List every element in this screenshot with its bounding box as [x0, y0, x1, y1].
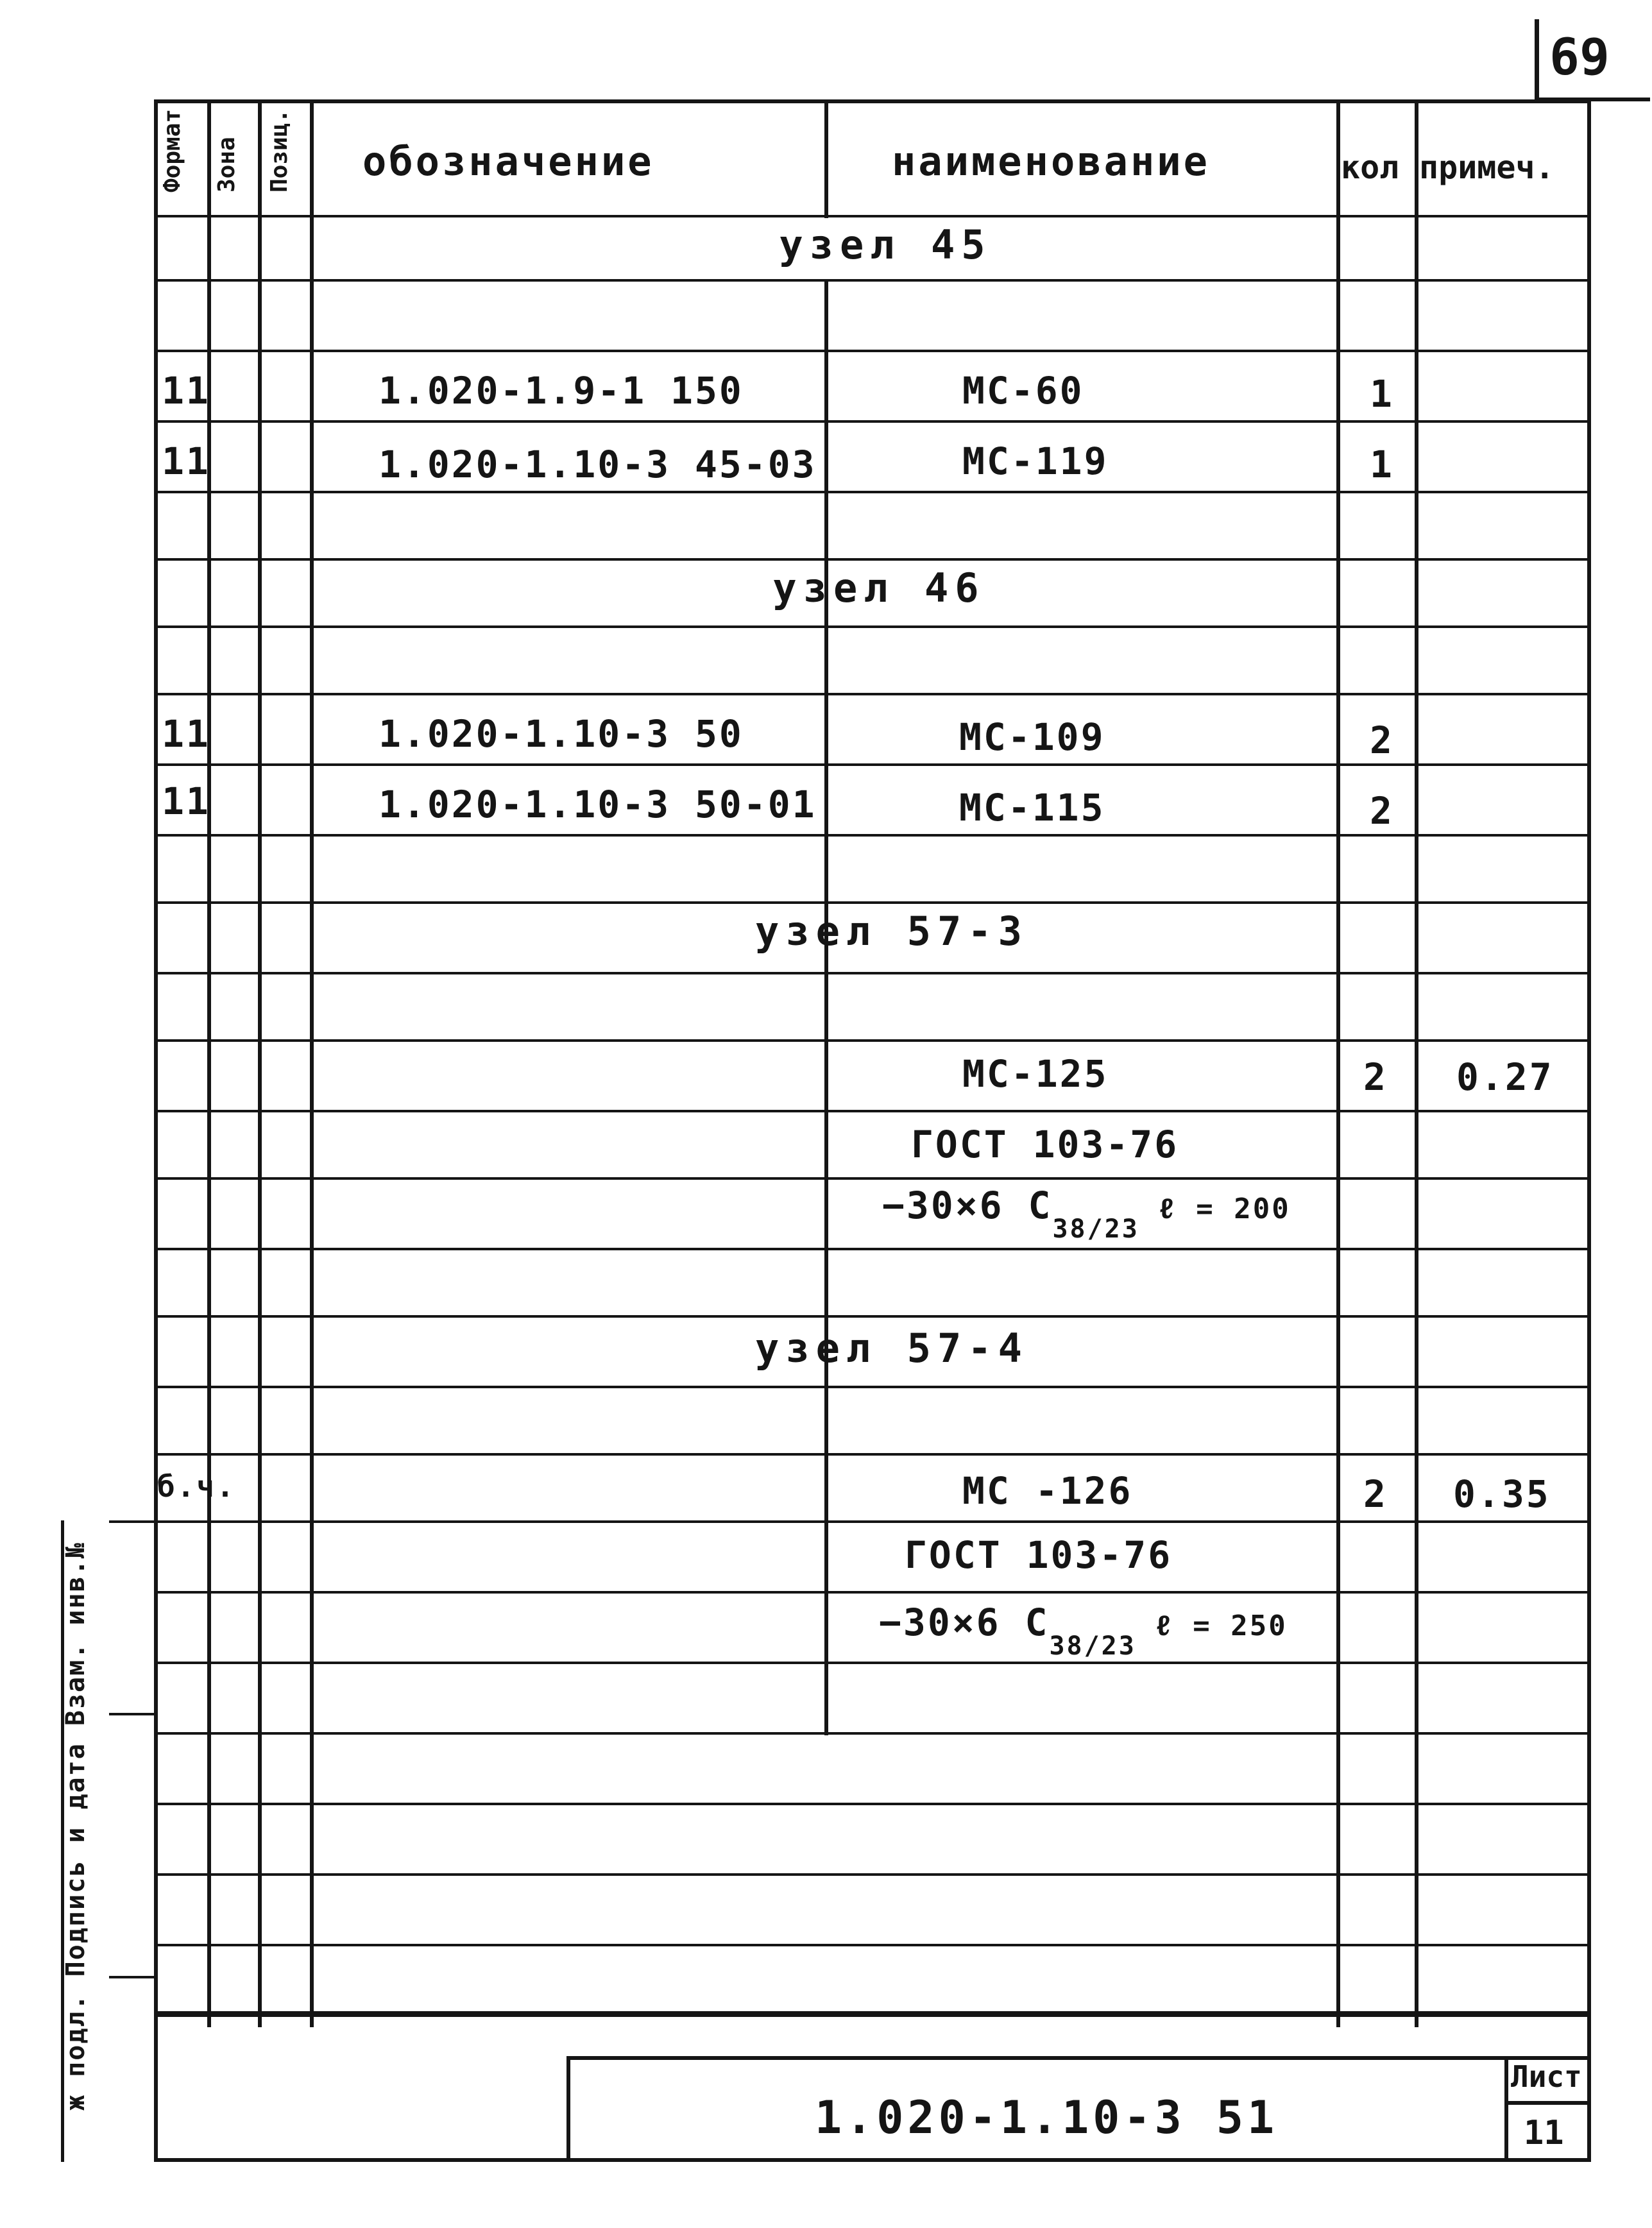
row-format: 11: [162, 779, 210, 823]
row-line: [154, 1248, 1591, 1250]
row-line: [154, 350, 1591, 352]
col-line-designation: [824, 279, 828, 1735]
row-line: [154, 1732, 1591, 1735]
row-line: [154, 972, 1591, 974]
steel-strip: −30×6 С: [882, 1184, 1053, 1227]
row-line: [154, 1803, 1591, 1805]
side-stamp-label: ж подл. Подпись и дата Взам. инв.№: [61, 1542, 90, 2111]
row-name: МС-60: [962, 369, 1084, 412]
section-title: узел 46: [772, 565, 985, 611]
row-name: МС-115: [959, 786, 1105, 829]
section-title: узел 57-4: [755, 1325, 1028, 1372]
col-line-designation-top: [824, 99, 828, 218]
row-line: [154, 693, 1591, 695]
header-note: примеч.: [1419, 149, 1554, 186]
row-name: МС-125: [962, 1052, 1109, 1096]
row-name: [882, 1184, 1291, 1244]
row-note: 0.35: [1453, 1472, 1551, 1516]
row-name: МС-119: [962, 439, 1109, 483]
header-format: Формат: [159, 108, 185, 192]
row-line: [154, 215, 1591, 217]
row-name: ГОСТ 103-76: [911, 1123, 1179, 1166]
header-pozits: Позиц.: [266, 108, 293, 192]
strip-length: ℓ = 250: [1136, 1610, 1288, 1642]
row-name: МС-109: [959, 715, 1105, 759]
row-qty: 2: [1363, 1472, 1388, 1516]
page-number-rule: [1535, 19, 1539, 99]
header-qty: кол: [1341, 149, 1399, 186]
sheet-box-divider: [1504, 2101, 1591, 2105]
row-line: [154, 558, 1591, 561]
col-line-qty: [1336, 99, 1340, 2027]
row-line: [154, 1177, 1591, 1180]
row-line: [154, 1944, 1591, 1946]
row-line: [154, 763, 1591, 766]
row-line: [154, 1520, 1591, 1523]
row-line: [154, 279, 1591, 282]
header-zona: Зона: [214, 137, 240, 192]
bottom-rule: [154, 2011, 1591, 2015]
header-designation: обозначение: [362, 138, 654, 185]
row-line: [154, 1873, 1591, 1876]
row-qty: 2: [1363, 1055, 1388, 1099]
row-qty: 1: [1370, 443, 1394, 486]
row-note: 0.27: [1456, 1055, 1554, 1099]
section-title: узел 45: [779, 221, 992, 268]
row-qty: 1: [1370, 372, 1394, 416]
col-line-note: [1415, 99, 1418, 2027]
row-qty: 2: [1370, 719, 1394, 762]
row-line: [154, 1110, 1591, 1112]
row-name: ГОСТ 103-76: [905, 1533, 1173, 1577]
row-line: [154, 491, 1591, 493]
col-line-zona: [258, 99, 262, 2027]
row-name: [879, 1601, 1288, 1661]
steel-strip: −30×6 С: [879, 1601, 1050, 1644]
row-designation: 1.020-1.10-3 50-01: [379, 783, 817, 826]
sheet-label: Лист: [1511, 2059, 1582, 2094]
row-name: МС -126: [962, 1469, 1133, 1513]
row-line: [154, 1386, 1591, 1388]
document-code: 1.020-1.10-3 51: [815, 2091, 1279, 2144]
row-line: [154, 1591, 1591, 1594]
row-line: [154, 1662, 1591, 1664]
row-designation: 1.020-1.10-3 45-03: [379, 443, 817, 486]
side-stamp-line: [109, 1713, 154, 1715]
header-name: наименование: [892, 138, 1210, 185]
sheet-number: 11: [1524, 2114, 1564, 2152]
row-line: [154, 1315, 1591, 1318]
row-line: [154, 901, 1591, 904]
row-line: [154, 834, 1591, 837]
row-line: [154, 625, 1591, 628]
row-line: [154, 1039, 1591, 1042]
strip-length: ℓ = 200: [1139, 1193, 1291, 1225]
row-line: [154, 420, 1591, 423]
side-stamp-line: [109, 1520, 154, 1523]
page-number: 69: [1549, 29, 1610, 87]
row-line: [154, 1453, 1591, 1456]
side-stamp-line: [109, 1976, 154, 1978]
row-designation: 1.020-1.9-1 150: [379, 369, 744, 412]
steel-grade: 38/23: [1049, 1631, 1136, 1661]
col-line-pozits: [310, 99, 314, 2027]
row-format: 11: [162, 369, 210, 412]
section-title: узел 57-3: [755, 908, 1028, 955]
row-format: б.ч.: [157, 1469, 236, 1504]
steel-grade: 38/23: [1052, 1214, 1139, 1244]
row-qty: 2: [1370, 789, 1394, 833]
row-format: 11: [162, 439, 210, 483]
row-format: 11: [162, 712, 210, 756]
row-designation: 1.020-1.10-3 50: [379, 712, 744, 756]
